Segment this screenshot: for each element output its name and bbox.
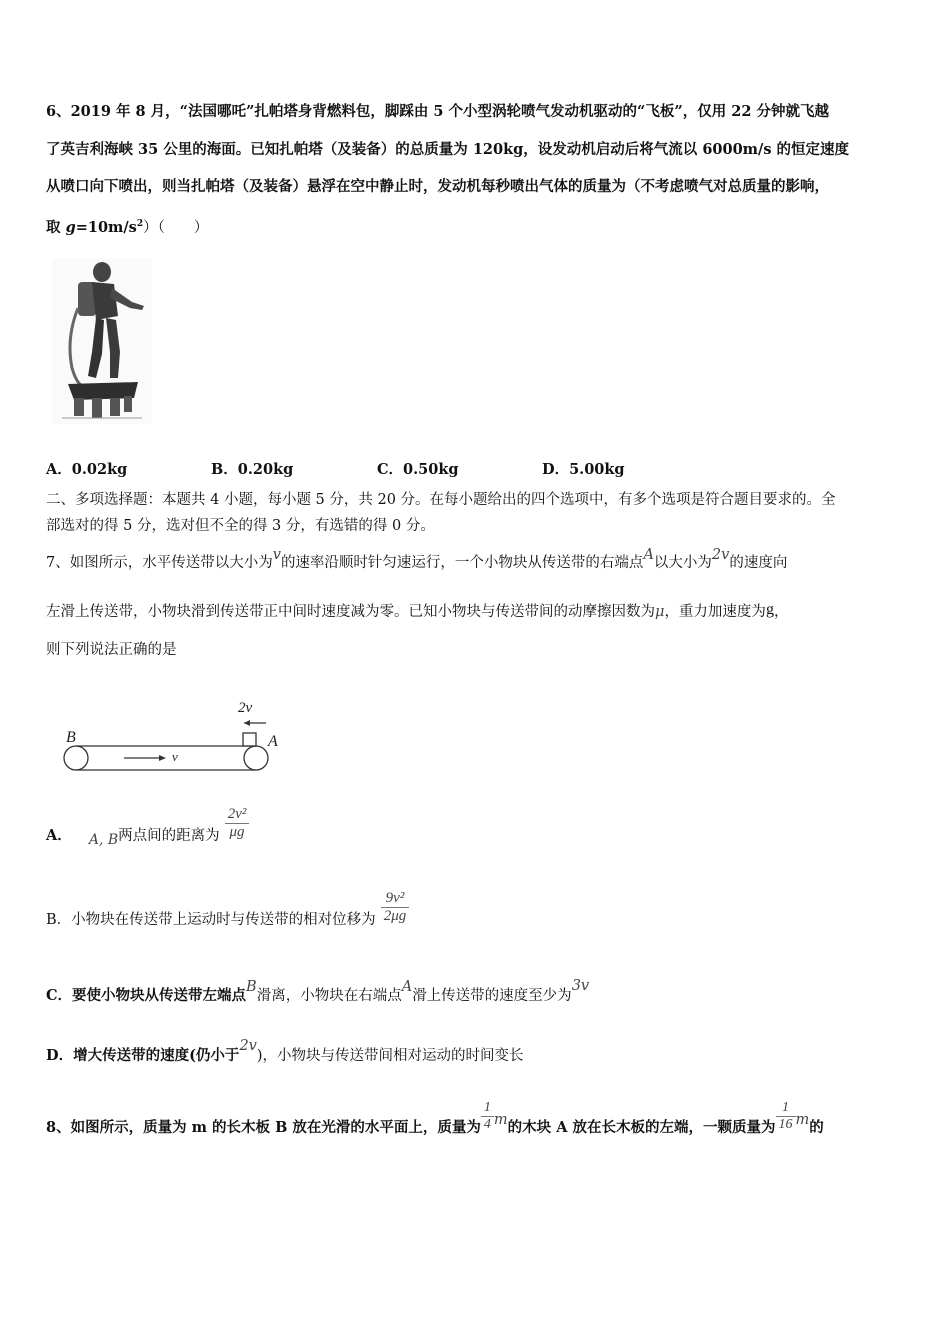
label-a: A [268,733,278,750]
q7-option-c-text-a: C．要使小物块从传送带左端点 [46,987,247,1004]
left-pulley [64,746,88,770]
q7-option-a-text: 两点间的距离为 [118,828,220,844]
q8-line-1 [46,1099,824,1138]
fraction-denominator: 16 [778,1116,793,1132]
q7-option-c-3v: 3v [571,978,590,994]
right-pulley [244,746,268,770]
q8-m-symbol-1: m [493,1112,508,1128]
q8-text-c: 的 [809,1119,824,1136]
q7-line-2 [46,602,788,622]
q7-option-b-fraction [381,890,410,925]
q7-option-d[interactable] [46,1038,524,1066]
q7-text-2a: 左滑上传送带，小物块滑到传送带正中间时速度减为零。已知小物块与传送带间的动摩擦因数为 [46,604,655,620]
q7-text-1a: 7、如图所示，水平传送带以大小为 [46,555,273,571]
q6-answer-bracket: ）（ ） [143,219,209,236]
fraction-numerator: 1 [481,1100,494,1117]
q7-text-2c: ， [773,604,789,620]
fraction-denominator: 2μg [383,907,407,924]
fraction-numerator: 1 [776,1100,796,1117]
q7-line-3: 则下列说法正确的是 [46,642,177,658]
q7-option-c-a-point: A [401,979,413,995]
flyboard-rider-image [52,258,152,424]
q7-option-b-text: B．小物块在传送带上运动时与传送带的相对位移为 [46,912,376,928]
fraction-numerator: 9v² [381,890,410,908]
q6-line-1: 6、2019 年 8 月，“法国哪吒”扎帕塔身背燃料包，脚踩由 5 个小型涡轮喷气发动机驱动的“飞板”，仅用 22 分钟就飞越 [46,103,829,120]
q6-g-symbol: g [65,218,76,236]
q7-option-a-letter: A． [46,827,72,844]
q7-text-1d: 的速度向 [729,555,788,571]
q6-option-a[interactable]: A．0.02kg [46,461,128,478]
section2-line-1: 二、多项选择题：本题共 4 小题，每小题 5 分，共 20 分。在每小题给出的四个选项中，有多个选项是符合题目要求的。全 [46,492,836,508]
q7-option-d-2v: 2v [239,1038,257,1054]
q7-v-symbol: v [272,547,281,563]
q7-mu-symbol: μ [655,604,665,620]
q7-option-a[interactable] [46,805,249,848]
q7-a-point: A [643,547,654,563]
q6-option-c[interactable]: C．0.50kg [377,461,459,478]
q8-fraction-sixteenth [776,1100,796,1133]
q7-option-c[interactable] [46,978,590,1006]
q8-fraction-quarter [481,1100,494,1133]
q6-line-2: 了英吉利海峡 35 公里的海面。已知扎帕塔（及装备）的总质量为 120kg，设发动机启动后将气流以 6000m/s 的恒定速度 [46,141,850,158]
q8-text-b: 的木块 A 放在长木板的左端，一颗质量为 [507,1119,776,1136]
conveyor-belt-diagram [60,690,280,776]
fraction-denominator: 4 [483,1116,491,1132]
q8-m-symbol-2: m [795,1112,810,1128]
q6-line-4 [46,214,208,238]
q6-g-exponent: 2 [136,219,144,229]
q7-option-c-text-c: 滑上传送带的速度至少为 [412,988,572,1004]
q7-text-1c: 以大小为 [653,555,712,571]
q7-text-1b: 的速率沿顺时针匀速运行，一个小物块从传送带的右端点 [280,555,644,571]
q7-option-c-b-point: B [246,979,257,995]
label-2v: 2v [238,700,253,716]
fraction-denominator: μg [229,823,245,840]
small-block [243,733,256,746]
fraction-numerator: 2v² [225,806,250,824]
q7-option-d-text-a: D．增大传送带的速度(仍小于 [46,1047,240,1064]
q6-line-3: 从喷口向下喷出，则当扎帕塔（及装备）悬浮在空中静止时，发动机每秒喷出气体的质量为（不考虑喷气对总质量的影响， [46,178,829,195]
label-v: v [172,749,178,764]
q7-line-1 [46,547,788,573]
q7-option-b[interactable] [46,889,409,930]
section2-line-2: 部选对的得 5 分，选对但不全的得 3 分，有选错的得 0 分。 [46,518,435,534]
q6-option-b[interactable]: B．0.20kg [211,461,294,478]
q7-option-d-text-b: )，小物块与传送带间相对运动的时间变长 [256,1048,524,1064]
q7-option-a-points: A, B [88,832,119,848]
q6-line-4-prefix: 取 [46,218,66,236]
q7-option-a-fraction [225,806,250,841]
q6-g-value: =10m/s [75,218,137,236]
q8-text-a: 8、如图所示，质量为 m 的长木板 B 放在光滑的水平面上，质量为 [46,1119,481,1136]
q7-option-c-text-b: 滑离，小物块在右端点 [256,988,402,1004]
q7-text-2b: ，重力加速度为 [664,604,766,620]
label-b: B [66,729,76,746]
q6-option-d[interactable]: D．5.00kg [542,461,625,478]
q7-2v-symbol: 2v [711,547,730,563]
q7-g-symbol: g [765,601,774,618]
